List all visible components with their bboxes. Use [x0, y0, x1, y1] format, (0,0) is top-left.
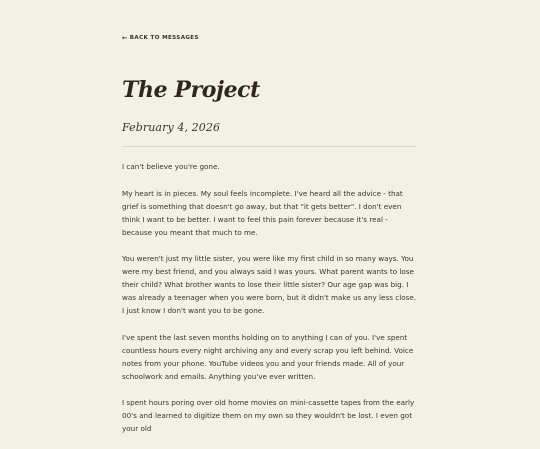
entry-title: The Project — [122, 77, 260, 103]
entry-paragraph: I spent hours poring over old home movies on mini-cassette tapes from the early 00's and learned to digitize them on my own so they wouldn't be lost. I even got your old — [122, 398, 415, 433]
entry-date: February 4, 2026 — [122, 121, 221, 134]
entry-paragraph: My heart is in pieces. My soul feels incomplete. I've heard all the advice - that grief is something that doesn't go away, but that "it gets better". I don't even think I want to be better. I want to feel this pain forever because it's real - because you meant that much to me. — [122, 188, 403, 237]
entry-paragraph: I can't believe you're gone. — [122, 162, 220, 171]
entry-paragraph: I've spent the last seven months holding on to anything I can of you. I've spent countless hours every night archiving any and every scrap you left behind. Voice notes from your phone. YouTube videos you and your friends made. All of your schoolwork and emails. Anything you've ever written. — [122, 332, 414, 381]
back-link-label: BACK TO MESSAGES — [129, 35, 199, 42]
back-to-messages-link[interactable] — [122, 35, 199, 42]
divider — [122, 146, 416, 147]
entry-paragraph: You weren't just my little sister, you were like my first child in so many ways. You were my best friend, and you always said I was yours. What parent wants to lose their child? What brother wants to lose their little sister? Our age gap was big. I was already a teenager when you were born, but it didn't make us any less close. I just know I don't want you to be gone. — [122, 254, 417, 315]
entry-body — [122, 160, 418, 449]
arrow-left-icon: ← — [122, 34, 128, 42]
